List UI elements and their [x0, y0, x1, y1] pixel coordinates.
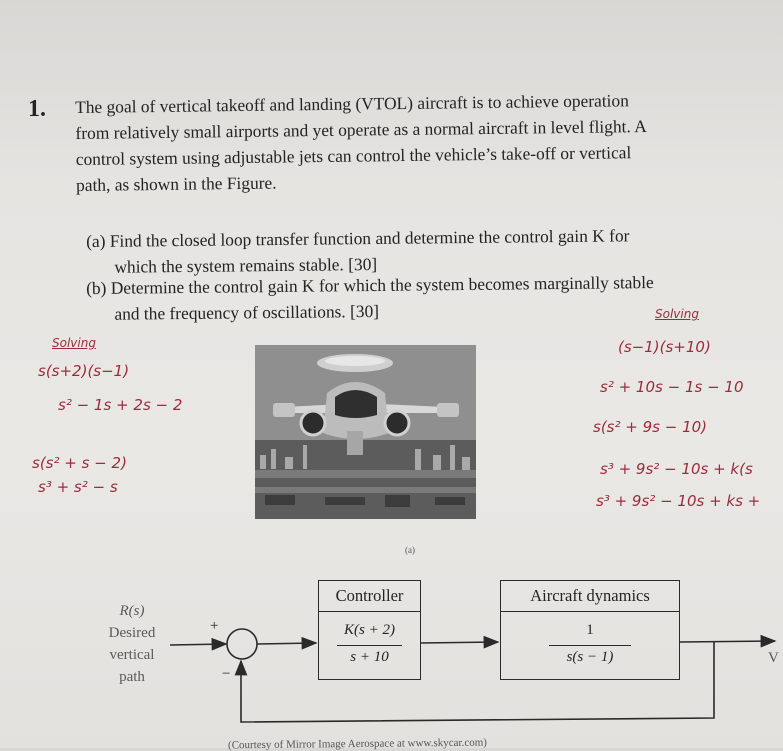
aircraft-dynamics-denominator: s(s − 1)	[566, 649, 614, 665]
aircraft-dynamics-divider	[501, 611, 679, 612]
question-line-2: from relatively small airports and yet operate as a normal aircraft in level flight. A	[75, 116, 647, 143]
controller-divider	[319, 611, 420, 612]
handwriting-left-line-4: s³ + s² − s	[38, 478, 118, 496]
part-a-line-2: which the system remains stable. [30]	[114, 253, 378, 277]
vtol-aircraft-illustration	[255, 345, 476, 519]
handwriting-right-heading: Solving	[655, 307, 699, 321]
image-courtesy: (Courtesy of Mirror Image Aerospace at www.skycar.com)	[227, 736, 487, 751]
controller-output-line	[420, 642, 498, 643]
handwriting-left-line-1: s(s+2)(s−1)	[38, 362, 130, 380]
aircraft-dynamics-title: Aircraft dynamics	[530, 586, 650, 605]
controller-numerator: K(s + 2)	[344, 622, 395, 638]
aircraft-dynamics-fraction-bar	[549, 645, 631, 646]
handwriting-right-line-4: s³ + 9s² − 10s + k(s	[600, 460, 753, 478]
handwriting-right-line-1: (s−1)(s+10)	[618, 338, 711, 356]
handwriting-right-line-5: s³ + 9s² − 10s + ks +	[596, 492, 761, 510]
output-label: V	[768, 650, 779, 666]
input-label-rs: R(s)	[119, 603, 145, 619]
question-number: 1.	[28, 96, 46, 122]
question-body	[75, 86, 741, 198]
plus-sign: +	[210, 618, 219, 634]
handwriting-left-line-2: s² − 1s + 2s − 2	[58, 396, 183, 414]
part-b-line-1: (b) Determine the control gain K for which the system becomes marginally stable	[86, 272, 654, 298]
question-line-4: path, as shown in the Figure.	[75, 172, 277, 195]
aircraft-dynamics-numerator: 1	[586, 622, 594, 638]
input-label-path: path	[119, 669, 145, 685]
input-label-vertical: vertical	[109, 647, 155, 663]
part-b	[86, 268, 737, 327]
question-line-1: The goal of vertical takeoff and landing (VTOL) aircraft is to achieve operation	[75, 90, 629, 117]
part-b-line-2: and the frequency of oscillations. [30]	[114, 300, 380, 324]
aircraft-dynamics-block	[500, 580, 680, 680]
controller-title: Controller	[335, 586, 404, 605]
input-label-desired: Desired	[108, 625, 156, 641]
question-line-3: control system using adjustable jets can control the vehicle’s take-off or vertical	[75, 142, 632, 169]
controller-denominator: s + 10	[350, 649, 389, 665]
handwriting-right-line-2: s² + 10s − 1s − 10	[600, 378, 744, 396]
handwriting-left-heading: Solving	[52, 336, 96, 350]
minus-sign: −	[222, 666, 231, 682]
vtol-aircraft-photo	[255, 345, 476, 519]
controller-block	[318, 580, 421, 680]
summing-junction	[227, 629, 257, 659]
input-label	[97, 600, 167, 688]
handwriting-left-line-3: s(s² + s − 2)	[32, 454, 127, 472]
figure-caption: (a)	[405, 545, 415, 555]
part-a-line-1: (a) Find the closed loop transfer function and determine the control gain K for	[86, 225, 630, 251]
error-signal-line	[257, 643, 316, 644]
input-signal-line	[170, 644, 226, 645]
handwriting-right-line-3: s(s² + 9s − 10)	[593, 418, 708, 436]
output-signal-line	[680, 641, 775, 642]
controller-fraction-bar	[337, 645, 402, 646]
